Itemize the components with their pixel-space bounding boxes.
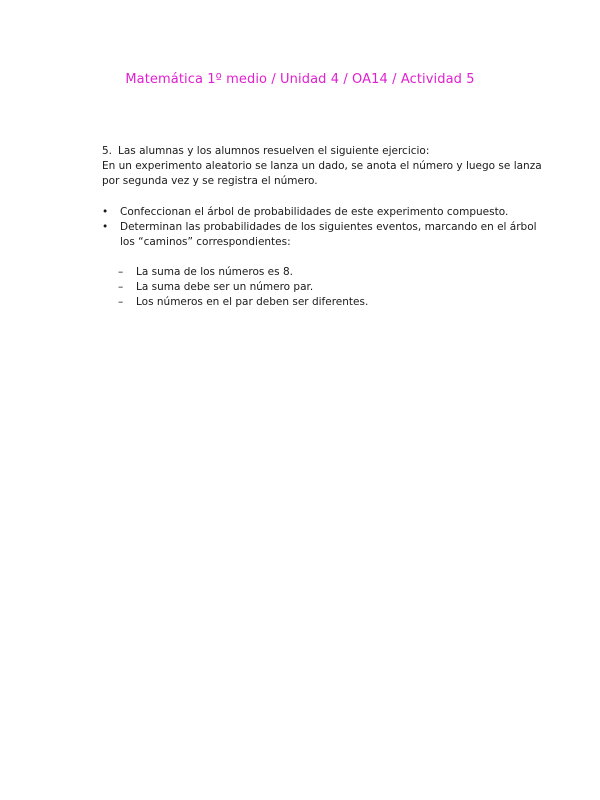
question-intro: Las alumnas y los alumnos resuelven el siguiente ejercicio: — [118, 145, 430, 157]
task-text: Confeccionan el árbol de probabilidades de este experimento compuesto. — [120, 206, 509, 218]
task-item — [102, 220, 542, 250]
dash-icon: – — [118, 296, 124, 308]
question-intro-line — [102, 144, 542, 159]
task-item — [102, 205, 542, 220]
event-list — [118, 265, 542, 310]
event-text: La suma debe ser un número par. — [136, 281, 314, 293]
task-text: Determinan las probabilidades de los siguientes eventos, marcando en el árbol los “caminos” correspondientes: — [120, 221, 537, 248]
question-number: 5. — [102, 145, 113, 157]
event-item — [118, 295, 542, 310]
event-item — [118, 280, 542, 295]
question-statement-line-1: En un experimento aleatorio se lanza un dado, se anota el número y luego se lanza — [102, 160, 542, 172]
activity-content — [102, 144, 542, 310]
question-statement-line-2: por segunda vez y se registra el número. — [102, 175, 318, 187]
event-text: La suma de los números es 8. — [136, 266, 293, 278]
bullet-icon: • — [102, 206, 109, 218]
dash-icon: – — [118, 281, 124, 293]
bullet-icon: • — [102, 221, 109, 233]
event-text: Los números en el par deben ser diferentes. — [136, 296, 369, 308]
task-list — [102, 205, 542, 250]
page-title: Matemática 1º medio / Unidad 4 / OA14 / Actividad 5 — [125, 72, 475, 87]
dash-icon: – — [118, 266, 124, 278]
event-item — [118, 265, 542, 280]
